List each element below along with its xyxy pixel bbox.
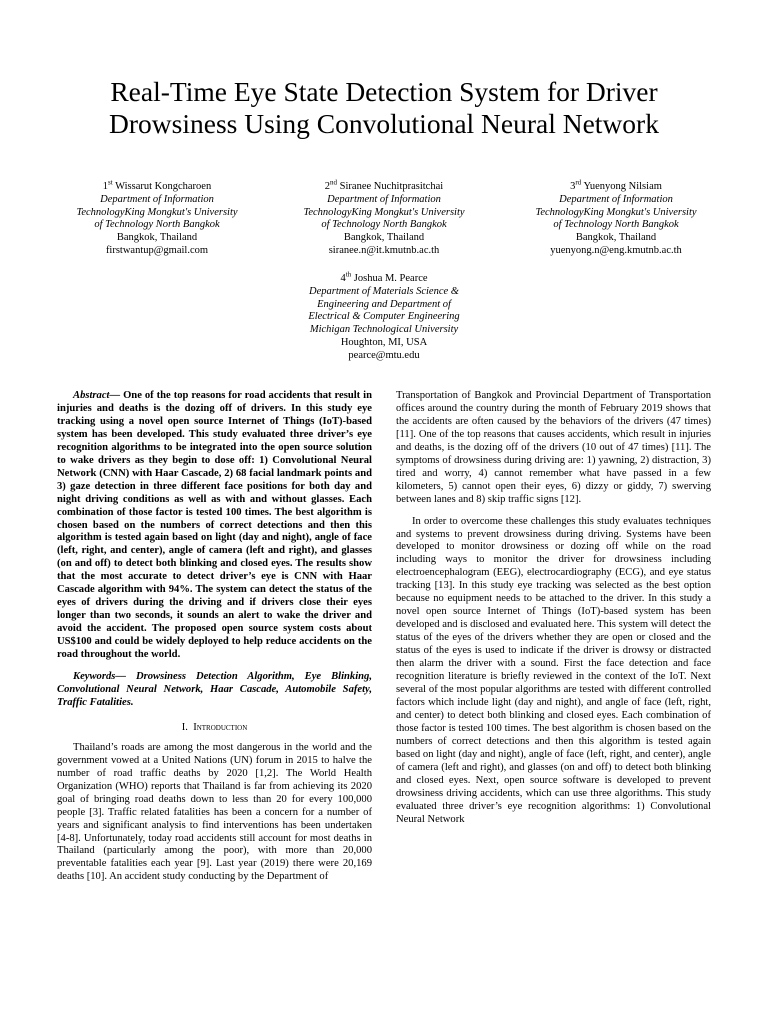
author-name: Yuenyong Nilsiam (583, 181, 662, 192)
author-dept: Department of Information (100, 193, 214, 205)
right-column (396, 390, 711, 826)
author-location: Bangkok, Thailand (343, 232, 425, 244)
author-dept: Engineering and Department of (317, 298, 451, 310)
author-email: siranee.n@it.kmutnb.ac.th (328, 244, 440, 256)
keywords-label: Keywords (73, 671, 116, 683)
author-ordinal-suffix: st (108, 178, 113, 187)
author-affiliation: TechnologyKing Mongkut's University (76, 206, 238, 218)
author-ordinal: 2 (324, 181, 331, 192)
intro-paragraph-2: In order to overcome these challenges this study evaluates techniques and systems to prevent drowsiness during driving. Systems have been developed to monitor drowsiness or dozing off while on the road including ways to monitor the driver for drowsiness including electroencephalogram (EEG), electrocardiography (ECG), and eye status tracking [13]. In this study eye tracking was selected as the best option because no equipment needs to be attached to the driver. In this study a novel open source Internet of Things (IoT)-based system has been developed and is disclosed and evaluated here. This system will detect the status of the eyes of the drivers whether they are open or closed and the status of the eyes is used to indicate if the driver is drowsy or distracted then alarm the driver with a sound. First the face detection and face recognition literature is briefly reviewed in the context of the IoT. Next several of the most popular algorithms are tested with different controlled factors which include light (day and night), and angle of face (left, right, and center) to detect both blinking and closed eyes. Each combination of those factor is tested 100 times. The best algorithm is chosen based on the numbers of correct detections and then this algorithm is tested again based on light (day and night), angle of face (left, right, and center), angle of camera (left and right), and glasses (on and off) to detect both blinking and closed eyes. Next, open source software is developed to prevent drowsiness driving accidents, which can use three algorithms. This study evaluated three driver’s eye recognition algorithms: 1) Convolutional Neural Network (396, 515, 711, 825)
paper-title-line1: Real-Time Eye State Detection System for Driver (110, 76, 658, 107)
author-affiliation: of Technology North Bangkok (553, 219, 679, 231)
author-affiliation: of Technology North Bangkok (94, 219, 220, 231)
author-dept: Department of Information (559, 193, 673, 205)
author-block-4 (274, 270, 494, 363)
author-dept: Electrical & Computer Engineering (308, 311, 460, 323)
intro-paragraph-1: Thailand’s roads are among the most dangerous in the world and the government vowed at a United Nations (UN) forum in 2015 to halve the number of road traffic deaths by 2020 [1,2]. The World Health Organization (WHO) reports that Thailand is far from achieving its 2020 goal of bringing road deaths down to less than 20 for every 100,000 people [3]. Traffic related fatalities has been a concern for a number of years and significant analysis to find interventions has been undertaken [4-8]. Unfortunately, today road accidents still account for most deaths in Thailand (particularly among the poor), with more than 20,000 preventable fatalities each year [9]. Last year (2019) there were 20,169 deaths [10]. An accident study conducting by the Department of (57, 741, 372, 883)
author-affiliation: of Technology North Bangkok (321, 219, 447, 231)
author-affiliation: TechnologyKing Mongkut's University (535, 206, 697, 218)
author-block-2 (274, 178, 494, 258)
intro-paragraph-1-continued: Transportation of Bangkok and Provincial Department of Transportation offices around the country during the month of February 2019 shows that the accidents are often caused by the behaviors of the drivers (47 times) [11]. One of the top reasons that causes accidents, which result in injuries and deaths, is the dozing off of the drivers (10 out of 47 times) [11]. The symptoms of drowsiness during driving are: 1) yawning, 2) distraction, 3) tired and worry, 4) cannot remember what have passed in a few kilometers, 5) cannot open their eyes, 6) dizzy or giddy, 7) swerving between lanes and 8) skip traffic signs [12]. (396, 390, 711, 505)
keywords (57, 671, 372, 710)
abstract-label: Abstract (73, 390, 110, 401)
author-ordinal-suffix: nd (330, 178, 338, 187)
abstract-dash: — (109, 390, 121, 401)
abstract (57, 390, 372, 662)
author-email: firstwantup@gmail.com (105, 244, 209, 256)
author-location: Bangkok, Thailand (575, 232, 657, 244)
author-ordinal: 3 (570, 181, 576, 192)
author-dept: Department of Information (327, 193, 441, 205)
section-title: Introduction (193, 721, 248, 733)
section-heading (57, 722, 372, 735)
keywords-dash: — (115, 671, 126, 683)
author-name: Siranee Nuchitprasitchai (339, 181, 444, 192)
left-column (57, 390, 372, 884)
author-location: Bangkok, Thailand (116, 232, 198, 244)
author-affiliation: TechnologyKing Mongkut's University (303, 206, 465, 218)
author-name: Wissarut Kongcharoen (115, 181, 212, 192)
paper-title (40, 76, 728, 140)
author-email: pearce@mtu.edu (348, 349, 420, 361)
author-ordinal: 4 (340, 273, 346, 284)
author-location: Houghton, MI, USA (340, 336, 428, 348)
abstract-text: One of the top reasons for road accidents that result in injuries and deaths is the dozing off of drivers. In this study eye tracking using a novel open source Internet of Things (IoT)-based system has been developed. This study evaluated three driver’s eye recognition algorithms to be integrated into the open source solution to wake drivers as they begin to dose off: 1) Convolutional Neural Network (CNN) with Haar Cascade, 2) 68 facial landmark points and 3) gaze detection in three different face positions for both day and night driving conditions as well as with and without glasses. Each combination of those factor is tested 100 times. The best algorithm is chosen based on the numbers of correct detections and then this algorithm is tested again based on light (day and night), angle of face (left, right, and center), angle of camera (left and right), and glasses (on and off) to detect both blinking and closed eyes. The results show that the most accurate to detect driver’s eye is CNN with Haar Cascade algorithm with 94%. The system can detect the status of the eyes of drivers during the driving and if drivers close their eyes longer than two seconds, it sounds an alert to wake the driver and avoid the accident. The proposed open source system costs about US$100 and could be widely deployed to help reduce accidents on the road throughout the world. (57, 390, 372, 661)
author-dept: Department of Materials Science & (309, 285, 459, 297)
author-ordinal: 1 (102, 181, 109, 192)
keywords-text: Drowsiness Detection Algorithm, Eye Blinking, Convolutional Neural Network, Haar Cascade, Automobile Safety, Traffic Fatalities. (57, 671, 372, 708)
author-name: Joshua M. Pearce (353, 273, 428, 284)
author-email: yuenyong.n@eng.kmutnb.ac.th (550, 244, 682, 256)
author-ordinal-suffix: th (345, 270, 352, 279)
section-number: I. (181, 721, 188, 733)
paper-title-line2: Drowsiness Using Convolutional Neural Network (109, 108, 659, 139)
author-ordinal-suffix: rd (575, 178, 582, 187)
author-block-3 (506, 178, 726, 258)
author-block-1 (47, 178, 267, 258)
author-affiliation: Michigan Technological University (309, 324, 459, 336)
